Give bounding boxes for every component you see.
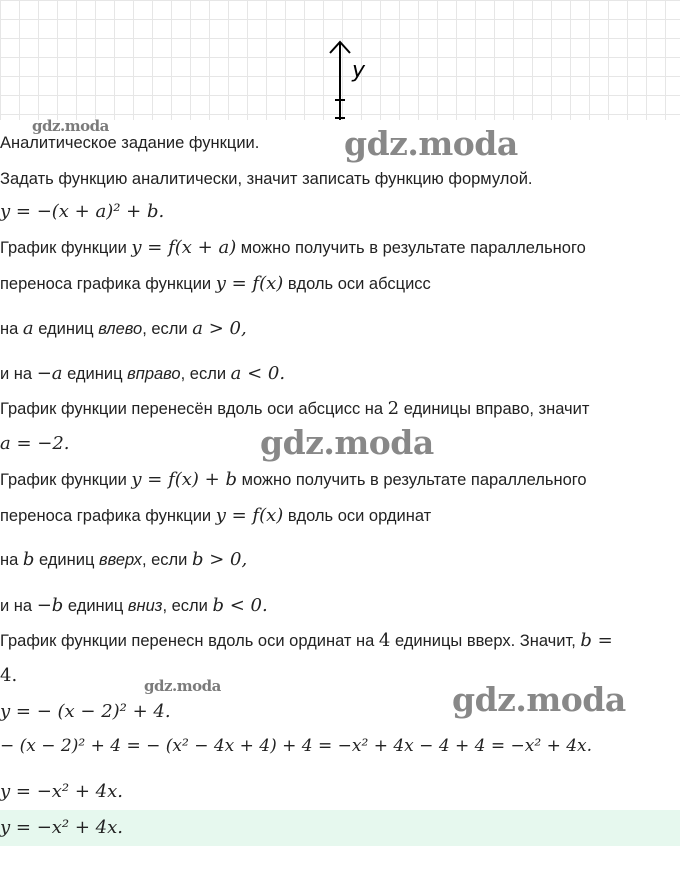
watermark: gdz.moda (32, 117, 109, 135)
shift-x-rule-cont: переноса графика функции y = f(x) вдоль оси абсцисс (0, 273, 431, 294)
formula-general: y = −(x + a)² + b. (0, 201, 165, 222)
formula-expansion: − (x − 2)² + 4 = − (x² − 4x + 4) + 4 = −x² + 4x − 4 + 4 = −x² + 4x. (0, 736, 593, 756)
formula-result: y = −x² + 4x. (0, 781, 123, 802)
watermark: gdz.moda (344, 124, 518, 163)
shift-y-rule-cont: переноса графика функции y = f(x) вдоль оси ординат (0, 505, 432, 526)
shift-y-conclusion: График функции перенесн вдоль оси ординат на 4 единицы вверх. Значит, b = (0, 630, 613, 651)
shift-down-condition: и на −b единиц вниз, если b < 0. (0, 595, 268, 616)
y-axis-label: y (352, 58, 366, 83)
section-title: Аналитическое задание функции. (0, 134, 260, 152)
shift-up-condition: на b единиц вверх, если b > 0, (0, 549, 248, 570)
shift-y-rule: График функции y = f(x) + b можно получить в результате параллельного (0, 469, 587, 490)
answer-formula: y = −x² + 4x. (0, 817, 123, 838)
formula-substituted: y = − (x − 2)² + 4. (0, 701, 171, 722)
watermark: gdz.moda (144, 677, 221, 695)
shift-left-condition: на a единиц влево, если a > 0, (0, 318, 247, 339)
definition-text: Задать функцию аналитически, значит записать функцию формулой. (0, 170, 533, 188)
shift-x-rule: График функции y = f(x + a) можно получить в результате параллельного (0, 237, 586, 258)
shift-x-conclusion: График функции перенесён вдоль оси абсцисс на 2 единицы вправо, значит (0, 398, 590, 419)
shift-right-condition: и на −a единиц вправо, если a < 0. (0, 363, 286, 384)
watermark: gdz.moda (452, 680, 626, 719)
value-b: 4. (0, 665, 18, 686)
watermark: gdz.moda (260, 423, 434, 462)
value-a: a = −2. (0, 433, 70, 454)
